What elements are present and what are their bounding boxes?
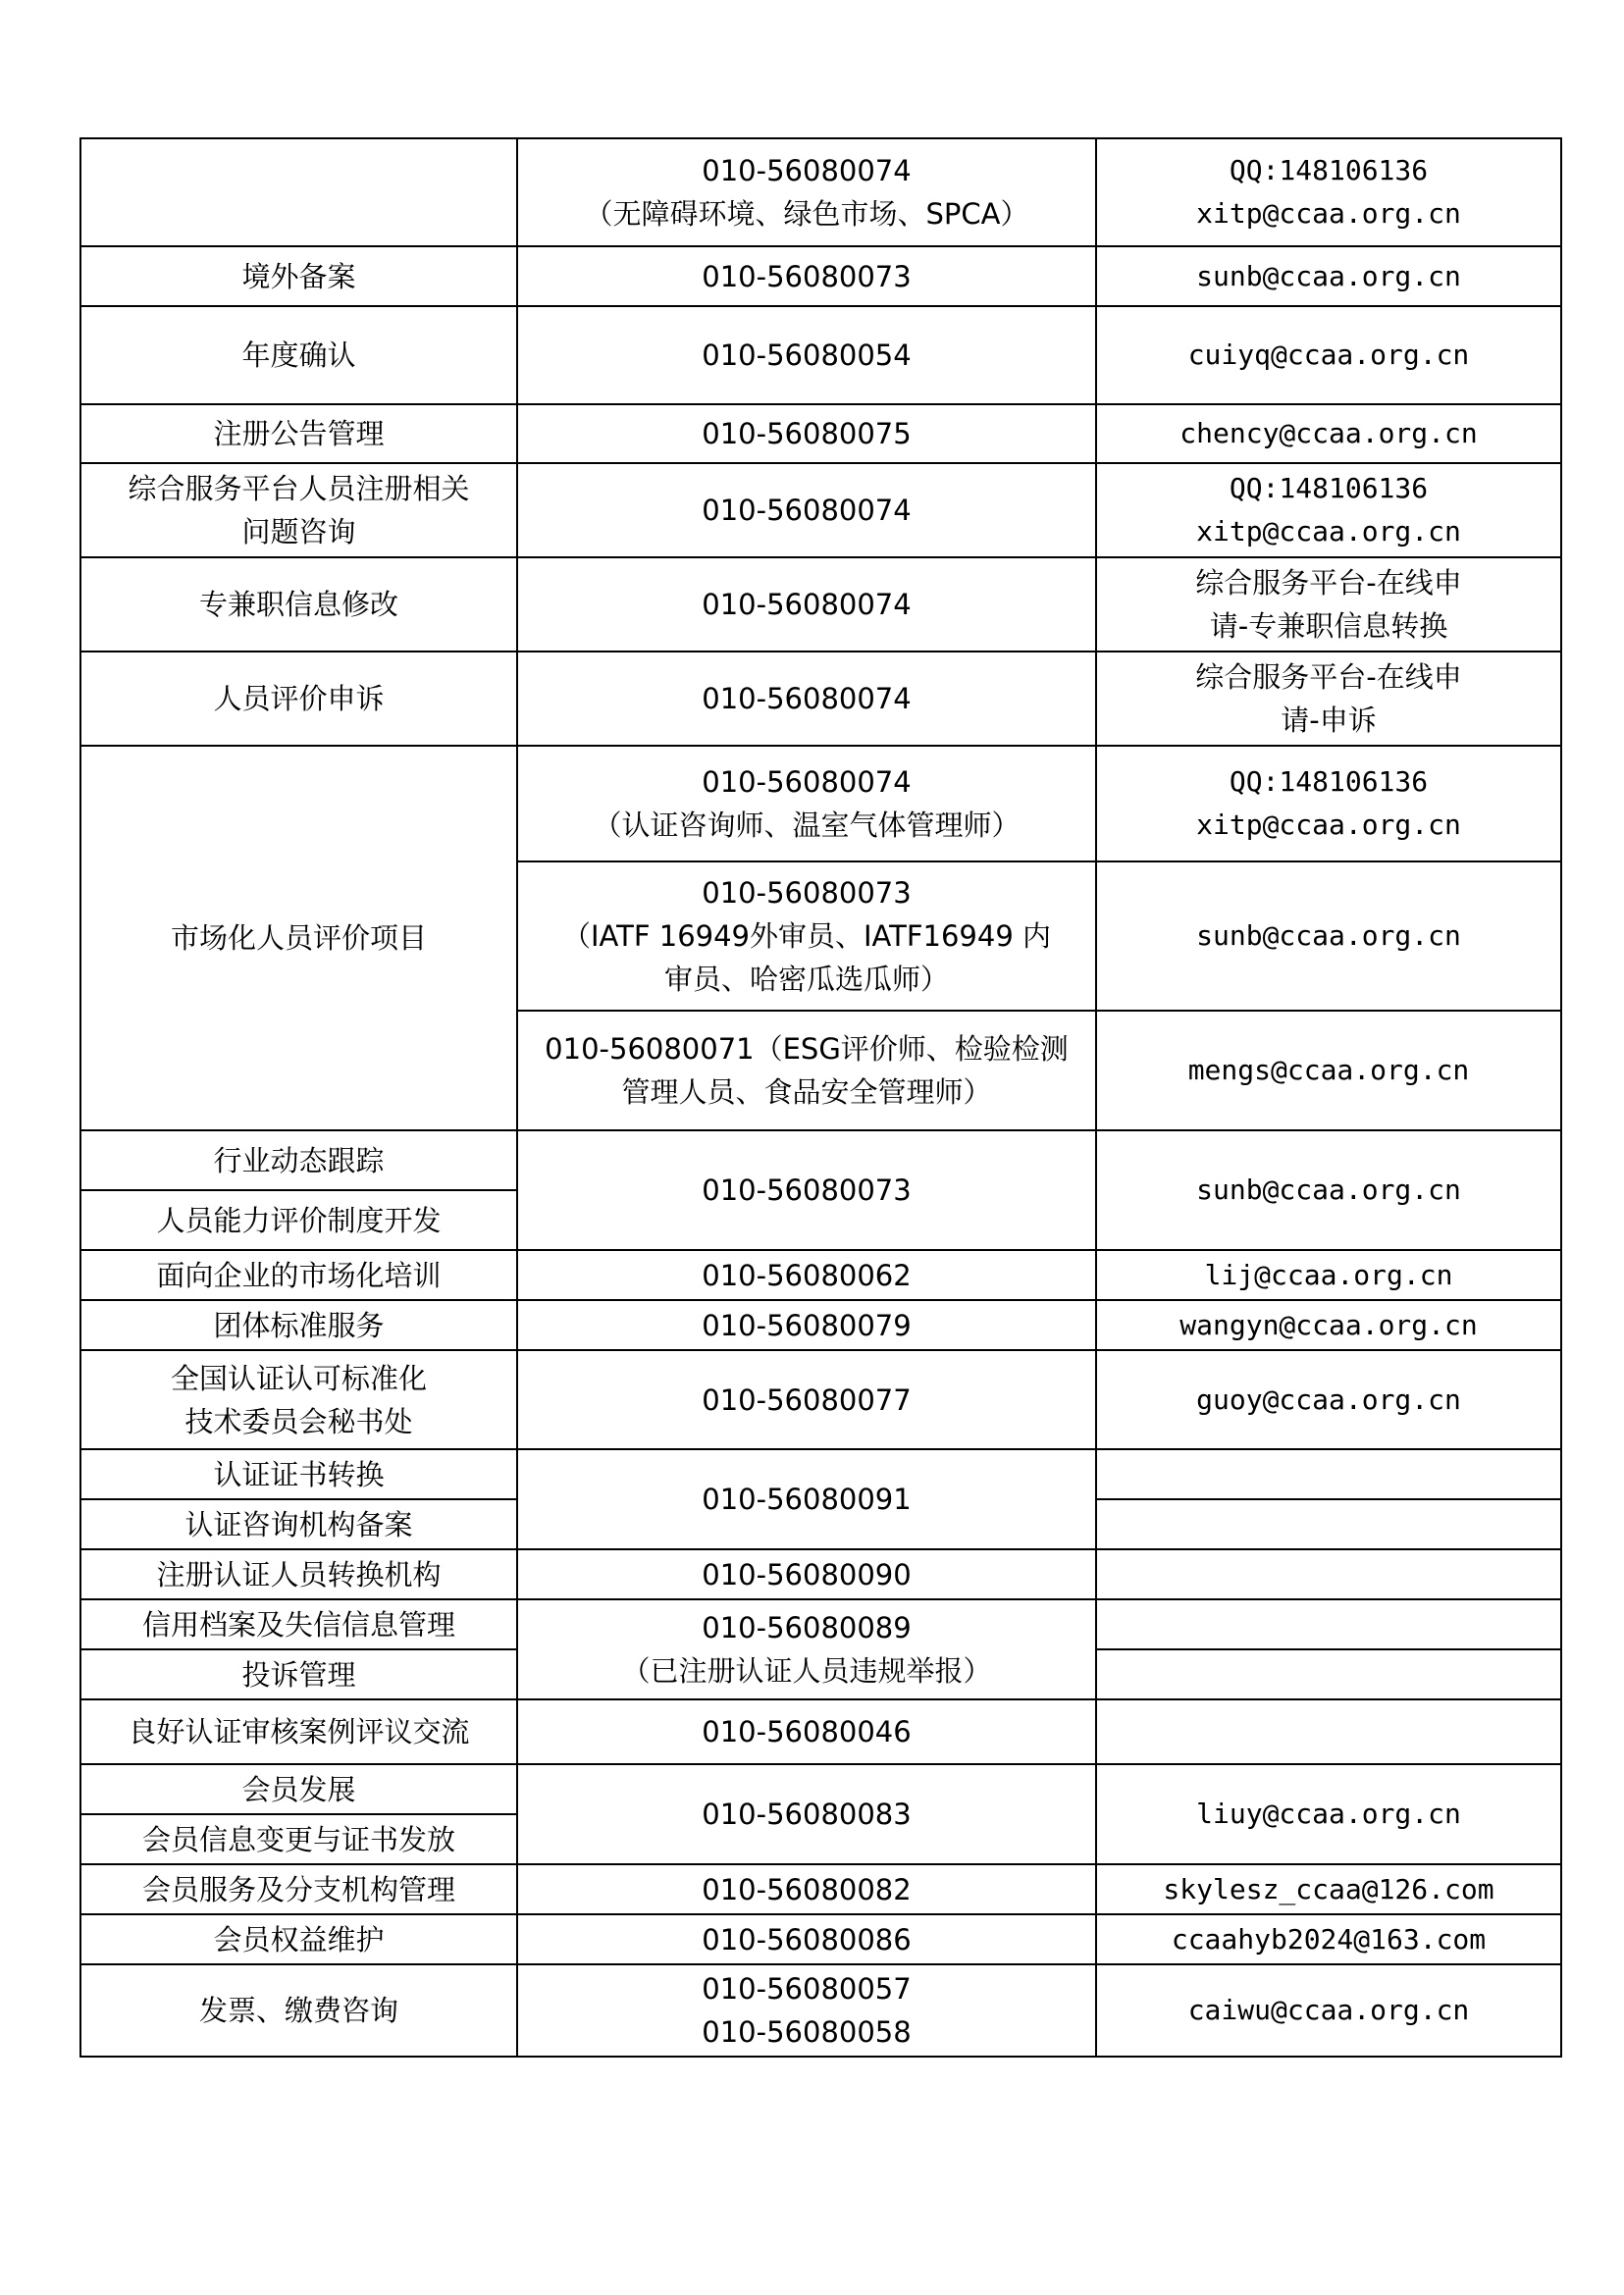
- item-cell: 投诉管理: [80, 1649, 517, 1699]
- item-cell: 市场化人员评价项目: [80, 746, 517, 1130]
- item-cell: 注册公告管理: [80, 404, 517, 463]
- table-row: [80, 746, 1561, 861]
- contact-line: 请-专兼职信息转换: [1209, 609, 1448, 643]
- item-cell: [80, 1350, 517, 1449]
- phone-cell: 010-56080075: [517, 404, 1096, 463]
- phone-number: 010-56080057: [702, 1972, 912, 2006]
- phone-line: 管理人员、食品安全管理师）: [621, 1075, 992, 1109]
- phone-cell: [517, 1599, 1096, 1699]
- email-cell: liuy@ccaa.org.cn: [1096, 1764, 1561, 1864]
- phone-note: 审员、哈密瓜选瓜师）: [663, 963, 949, 996]
- phone-cell: 010-56080074: [517, 463, 1096, 557]
- table-row: [80, 404, 1561, 463]
- item-line: 技术委员会秘书处: [184, 1404, 413, 1438]
- contact-cell: [1096, 463, 1561, 557]
- phone-cell: 010-56080079: [517, 1300, 1096, 1350]
- email-cell: lij@ccaa.org.cn: [1096, 1250, 1561, 1300]
- item-cell: 人员能力评价制度开发: [80, 1190, 517, 1250]
- table-row: [80, 463, 1561, 557]
- email-cell: [1096, 1599, 1561, 1649]
- phone-number: 010-56080074: [702, 765, 912, 799]
- item-line: 全国认证认可标准化: [170, 1361, 427, 1395]
- email-cell: caiwu@ccaa.org.cn: [1096, 1964, 1561, 2057]
- item-line: 问题咨询: [241, 515, 356, 548]
- qq-number: QQ:148106136: [1229, 154, 1429, 186]
- table-row: [80, 652, 1561, 746]
- phone-note: （IATF 16949外审员、IATF16949 内: [561, 919, 1051, 953]
- item-cell: 良好认证审核案例评议交流: [80, 1699, 517, 1764]
- phone-note: （无障碍环境、绿色市场、SPCA）: [584, 197, 1029, 231]
- phone-cell: 010-56080073: [517, 1130, 1096, 1250]
- item-cell: 面向企业的市场化培训: [80, 1250, 517, 1300]
- phone-cell: 010-56080074: [517, 652, 1096, 746]
- contact-cell: [1096, 652, 1561, 746]
- item-line: 综合服务平台人员注册相关: [128, 472, 470, 505]
- item-cell: 注册认证人员转换机构: [80, 1549, 517, 1599]
- contact-cell: [1096, 557, 1561, 652]
- table-row: [80, 1350, 1561, 1449]
- phone-number: 010-56080074: [702, 154, 912, 187]
- item-cell: 会员信息变更与证书发放: [80, 1814, 517, 1864]
- table-row: [80, 1250, 1561, 1300]
- table-row: [80, 1964, 1561, 2057]
- phone-cell: [517, 138, 1096, 246]
- item-cell: 行业动态跟踪: [80, 1130, 517, 1190]
- phone-cell: 010-56080054: [517, 306, 1096, 404]
- phone-cell: [517, 1011, 1096, 1130]
- email-cell: sunb@ccaa.org.cn: [1096, 861, 1561, 1011]
- email-cell: sunb@ccaa.org.cn: [1096, 246, 1561, 306]
- item-cell: 认证证书转换: [80, 1449, 517, 1499]
- item-cell: 信用档案及失信信息管理: [80, 1599, 517, 1649]
- qq-number: QQ:148106136: [1229, 472, 1429, 504]
- phone-note: （已注册认证人员违规举报）: [621, 1654, 992, 1688]
- phone-cell: 010-56080090: [517, 1549, 1096, 1599]
- contact-line: 综合服务平台-在线申: [1195, 566, 1462, 600]
- table-row: [80, 1449, 1561, 1499]
- table-row: [80, 306, 1561, 404]
- table-row: [80, 557, 1561, 652]
- table-row: [80, 1130, 1561, 1190]
- item-cell: 会员发展: [80, 1764, 517, 1814]
- table-row: [80, 246, 1561, 306]
- item-cell: 会员服务及分支机构管理: [80, 1864, 517, 1914]
- item-cell: 会员权益维护: [80, 1914, 517, 1964]
- phone-number: 010-56080073: [702, 876, 912, 910]
- contact-cell: [1096, 138, 1561, 246]
- qq-number: QQ:148106136: [1229, 765, 1429, 798]
- table-row: [80, 1549, 1561, 1599]
- email-cell: ccaahyb2024@163.com: [1096, 1914, 1561, 1964]
- phone-cell: 010-56080086: [517, 1914, 1096, 1964]
- phone-cell: 010-56080077: [517, 1350, 1096, 1449]
- phone-number: 010-56080089: [702, 1611, 912, 1644]
- phone-cell: 010-56080082: [517, 1864, 1096, 1914]
- table-row: [80, 1914, 1561, 1964]
- phone-cell: 010-56080091: [517, 1449, 1096, 1549]
- table-row: [80, 1864, 1561, 1914]
- email-cell: cuiyq@ccaa.org.cn: [1096, 306, 1561, 404]
- phone-cell: 010-56080073: [517, 246, 1096, 306]
- item-cell: 认证咨询机构备案: [80, 1499, 517, 1549]
- phone-cell: [517, 1964, 1096, 2057]
- email-cell: sunb@ccaa.org.cn: [1096, 1130, 1561, 1250]
- contact-line: 综合服务平台-在线申: [1195, 660, 1462, 694]
- item-cell: 专兼职信息修改: [80, 557, 517, 652]
- email-cell: wangyn@ccaa.org.cn: [1096, 1300, 1561, 1350]
- phone-cell: 010-56080083: [517, 1764, 1096, 1864]
- item-cell: 境外备案: [80, 246, 517, 306]
- email-cell: [1096, 1449, 1561, 1499]
- email-cell: [1096, 1649, 1561, 1699]
- phone-number: 010-56080058: [702, 2015, 912, 2049]
- phone-cell: [517, 861, 1096, 1011]
- table-row: [80, 1699, 1561, 1764]
- item-cell: [80, 138, 517, 246]
- item-cell: 人员评价申诉: [80, 652, 517, 746]
- phone-cell: 010-56080046: [517, 1699, 1096, 1764]
- contact-cell: [1096, 746, 1561, 861]
- table-row: [80, 1300, 1561, 1350]
- item-cell: 年度确认: [80, 306, 517, 404]
- contact-line: 请-申诉: [1281, 704, 1377, 737]
- email-cell: [1096, 1549, 1561, 1599]
- item-cell: 发票、缴费咨询: [80, 1964, 517, 2057]
- phone-note: （认证咨询师、温室气体管理师）: [593, 808, 1021, 842]
- email-cell: [1096, 1699, 1561, 1764]
- email-address: xitp@ccaa.org.cn: [1196, 197, 1461, 230]
- table-row: [80, 138, 1561, 246]
- email-cell: guoy@ccaa.org.cn: [1096, 1350, 1561, 1449]
- contact-table: [79, 137, 1562, 2058]
- phone-cell: [517, 746, 1096, 861]
- email-cell: mengs@ccaa.org.cn: [1096, 1011, 1561, 1130]
- email-address: xitp@ccaa.org.cn: [1196, 808, 1461, 841]
- item-cell: 团体标准服务: [80, 1300, 517, 1350]
- email-cell: skylesz_ccaa@126.com: [1096, 1864, 1561, 1914]
- phone-cell: 010-56080074: [517, 557, 1096, 652]
- table-row: [80, 1599, 1561, 1649]
- email-cell: chency@ccaa.org.cn: [1096, 404, 1561, 463]
- table-row: [80, 1764, 1561, 1814]
- phone-cell: 010-56080062: [517, 1250, 1096, 1300]
- email-cell: [1096, 1499, 1561, 1549]
- phone-line: 010-56080071（ESG评价师、检验检测: [545, 1032, 1069, 1066]
- item-cell: [80, 463, 517, 557]
- email-address: xitp@ccaa.org.cn: [1196, 515, 1461, 548]
